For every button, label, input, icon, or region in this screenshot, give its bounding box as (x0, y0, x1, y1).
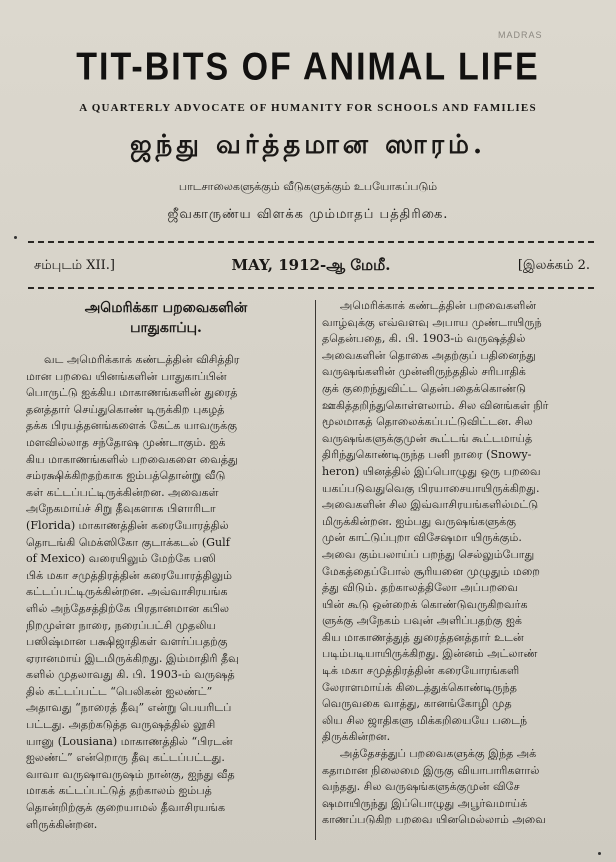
text-line: லேராளமாய்க் கிடைத்துக்கொண்டிருந்த (322, 680, 517, 694)
text-line: வட அமெரிக்காக் கண்டத்தின் விசித்திர (44, 353, 240, 366)
text-line: ஐலண்ட்” என்றொரு தீவு கட்டப்பட்டது. (26, 751, 225, 765)
text-line: கட்டப்பட்டிருக்கின்றன. அவ்வாசிரயங்க (26, 585, 228, 599)
text-line: அவை கும்பலாய்ப் பறந்து செல்லும்போது (322, 547, 535, 561)
text-line: யானு (Lousiana) மாகாணத்தில் “பிரடன் (26, 734, 233, 748)
text-line: திரிந்துகொண்டிருந்த பனி நாரை (Snowy- (322, 448, 532, 462)
text-line: பட்டது. அதற்கடுத்த வருஷத்தில் லூசி (26, 718, 216, 732)
library-stamp: MADRAS (498, 30, 543, 40)
print-speck (598, 852, 601, 855)
text-line: கதாமான நிலைமை இருகு வியாபாரிகளால் (322, 763, 540, 777)
text-line: பொருட்டு ஐக்கிய மாகாணங்களின் துரைத் (26, 386, 238, 400)
text-line: heron) யினத்தில் இப்பொழுது ஒரு பறவை (322, 464, 541, 478)
text-line: படிம்படியாயிருக்கிறது. இன்னம் அட்லாண் (322, 647, 538, 661)
volume-label: சம்புடம் XII.] (34, 258, 116, 273)
text-line: மேகத்தைப்போல் சூரியனை முழுதும் மறை (322, 564, 540, 578)
issue-date: MAY, 1912-ஆ மேமீ. (231, 256, 391, 274)
text-line: அநேகமாய்ச் சிறு தீவுகளாக பிளாரிடா (26, 502, 216, 516)
text-line: களில் முதலாவது கி. பி. 1903-ம் வருஷத் (26, 668, 235, 682)
text-line: சம்ரக்ஷிக்கிறதற்காக ஐம்பத்தொன்று வீடு (26, 469, 226, 483)
text-line: தக்க பிரயத்தனங்களைக் கேட்க யாவருக்கு (26, 419, 237, 433)
text-line: வாழ்வுக்கு எவ்வளவு அபாய முண்டாயிருந் (322, 315, 542, 329)
text-line: ஏரானமாய் இடமிருக்கிறது. இம்மாதிரி தீவு (26, 651, 239, 665)
dashed-rule-bottom (28, 287, 594, 289)
text-line: வாவா வருஷாவருஷம் நான்கு, ஐந்து வீத (26, 767, 235, 781)
text-line: டிக் மகா சமுத்திரத்தின் கரையோரங்களி (322, 664, 520, 678)
text-line: மளவில்லாத சந்தோஷ முண்டாகும். ஐக் (26, 435, 226, 449)
text-line: ளில் அந்தேசத்திற்கே பிரதானமான கபில (26, 601, 230, 615)
tamil-subtitle-1: பாடசாலைகளுக்கும் வீடுகளுக்கும் உபயோகப்படும் (178, 180, 438, 193)
print-speck (14, 236, 17, 239)
text-line: வருஷங்களின் முன்னிருந்ததில் சரிபாதிக் (322, 365, 526, 379)
masthead-subtitle: A QUARTERLY ADVOCATE OF HUMANITY FOR SCHOOLS AND FAMILIES (79, 102, 537, 114)
text-line: லிய சில ஜாதிகளு மிக்கறியையே படைந் (322, 713, 528, 727)
text-line: பிக் மகா சமுத்திரத்தின் கரையோரத்திலும் (26, 568, 233, 582)
text-line: ஊகித்தறிந்துகொள்ளலாம். சில வினங்கள் நிர் (322, 398, 549, 412)
tamil-title: ஜந்து வர்த்தமான ஸாரம். (130, 130, 486, 160)
left-column-text (26, 352, 306, 833)
article-left-column (26, 298, 306, 833)
column-divider (315, 300, 316, 840)
text-line: கள் கட்டப்பட்டிருக்கின்றன. அவைகள் (26, 485, 219, 499)
text-line: மிருக்கின்றன. ஐம்பது வருஷங்களுக்கு (322, 514, 517, 528)
text-line: திருக்கின்றன. (322, 730, 391, 744)
text-line: மாகக் கட்டப்பட்டுத் தற்காலம் ஐம்பத் (26, 784, 212, 798)
text-line: யகப்படுவதுவெகு பிரயாசையாயிருக்கிறது. (322, 481, 540, 495)
text-line: நிறமுள்ள நாரை, நரைப்பட்சி முதலிய (26, 618, 217, 632)
article-heading (26, 298, 306, 338)
text-line: அவைகளின் தொகை அதற்குப் பதினைந்து (322, 348, 536, 362)
text-line: தொன்றிற்குக் குறையாமல் தீவாசிரயங்க (26, 801, 226, 815)
text-line: த்து விடும். தற்காலத்திலோ அப்பறவை (322, 581, 518, 595)
article-heading-line-2: பாதுகாப்பு. (130, 320, 202, 336)
issue-number: [இலக்கம் 2. (517, 258, 590, 273)
text-line: ளுக்கு அநேகம் பவுன் அளிப்பதற்கு ஐக் (322, 614, 522, 628)
text-line: of Mexico) வரையிலும் மேற்கே பஸி (26, 552, 216, 566)
text-line: கிய மாகாணத்துத் துரைத்தனத்தார் உடன் (322, 630, 524, 644)
text-line: அவைகளின் சில இவ்வாசிரயங்களில்மட்டு (322, 498, 539, 512)
text-line: ளிருக்கின்றன. (26, 817, 98, 831)
issue-info-row (28, 256, 594, 278)
text-line: காணப்படுகிற பறவை யினமெல்லாம் அவை (322, 813, 546, 827)
text-line: தில் கட்டப்பட்ட “பெலிகன் ஐலண்ட்” (26, 684, 213, 698)
text-line: குக் குறைந்துவிட்ட தென்பதைக்கொண்டு (322, 381, 527, 395)
article-right-column (322, 298, 592, 829)
text-line: மூலமாகத் தொலைக்கப்பட்டுவிட்டன. சில (322, 415, 533, 429)
text-line: யின் கூடு ஒன்றைக் கொண்டுவருகிறவர்க (322, 597, 528, 611)
text-line: வெருவகை வாத்து, கானங்கோழி முத (322, 697, 512, 711)
text-line: அத்தேசத்துப் பறவைகளுக்கு இந்த அக் (340, 747, 537, 761)
text-line: கிய மாகாணங்களில் பறவைகளை வைத்து (26, 452, 238, 466)
text-line: தனத்தார் செய்துகொண் டிருக்கிற புகழத் (26, 402, 225, 416)
text-line: அதாவது “நாரைத் தீவு” என்று பெயரிடப் (26, 701, 232, 715)
text-line: வந்தது. சில வருஷங்களுக்குமுன் விசே (322, 780, 520, 794)
text-line: பஸிஷ்மான பக்ஷிஜாதிகள் வளர்ப்பதற்கு (26, 635, 228, 649)
text-line: மான பறவை யினங்களின் பாதுகாப்பின் (26, 369, 227, 383)
text-line: தொடங்கி மெக்ஸிகோ குடாக்கடல் (Gulf (26, 535, 230, 549)
text-line: ஷமாயிருந்து இப்பொழுது அபூர்வமாய்க் (322, 796, 528, 810)
article-heading-line-1: அமெரிக்கா பறவைகளின் (84, 300, 248, 316)
text-line: வருஷங்களுக்குமுன் கூட்டங் கூட்டமாய்த் (322, 431, 533, 445)
text-line: (Florida) மாகாணத்தின் கரையோரத்தில் (26, 518, 229, 532)
dashed-rule-top (28, 241, 594, 243)
tamil-subtitle-2: ஜீவகாருண்ய விளக்க மும்மாதப் பத்திரிகை. (167, 207, 449, 222)
right-column-text (322, 298, 592, 829)
masthead-title: TIT-BITS OF ANIMAL LIFE (76, 45, 540, 89)
text-line: ததென்பதை, கி. பி. 1903-ம் வருஷத்தில் (322, 332, 526, 346)
text-line: அமெரிக்காக் கண்டத்தின் பறவைகளின் (340, 299, 537, 312)
text-line: முன் காட்டுப்புறா விசேஷமா யிருக்கும். (322, 531, 522, 545)
